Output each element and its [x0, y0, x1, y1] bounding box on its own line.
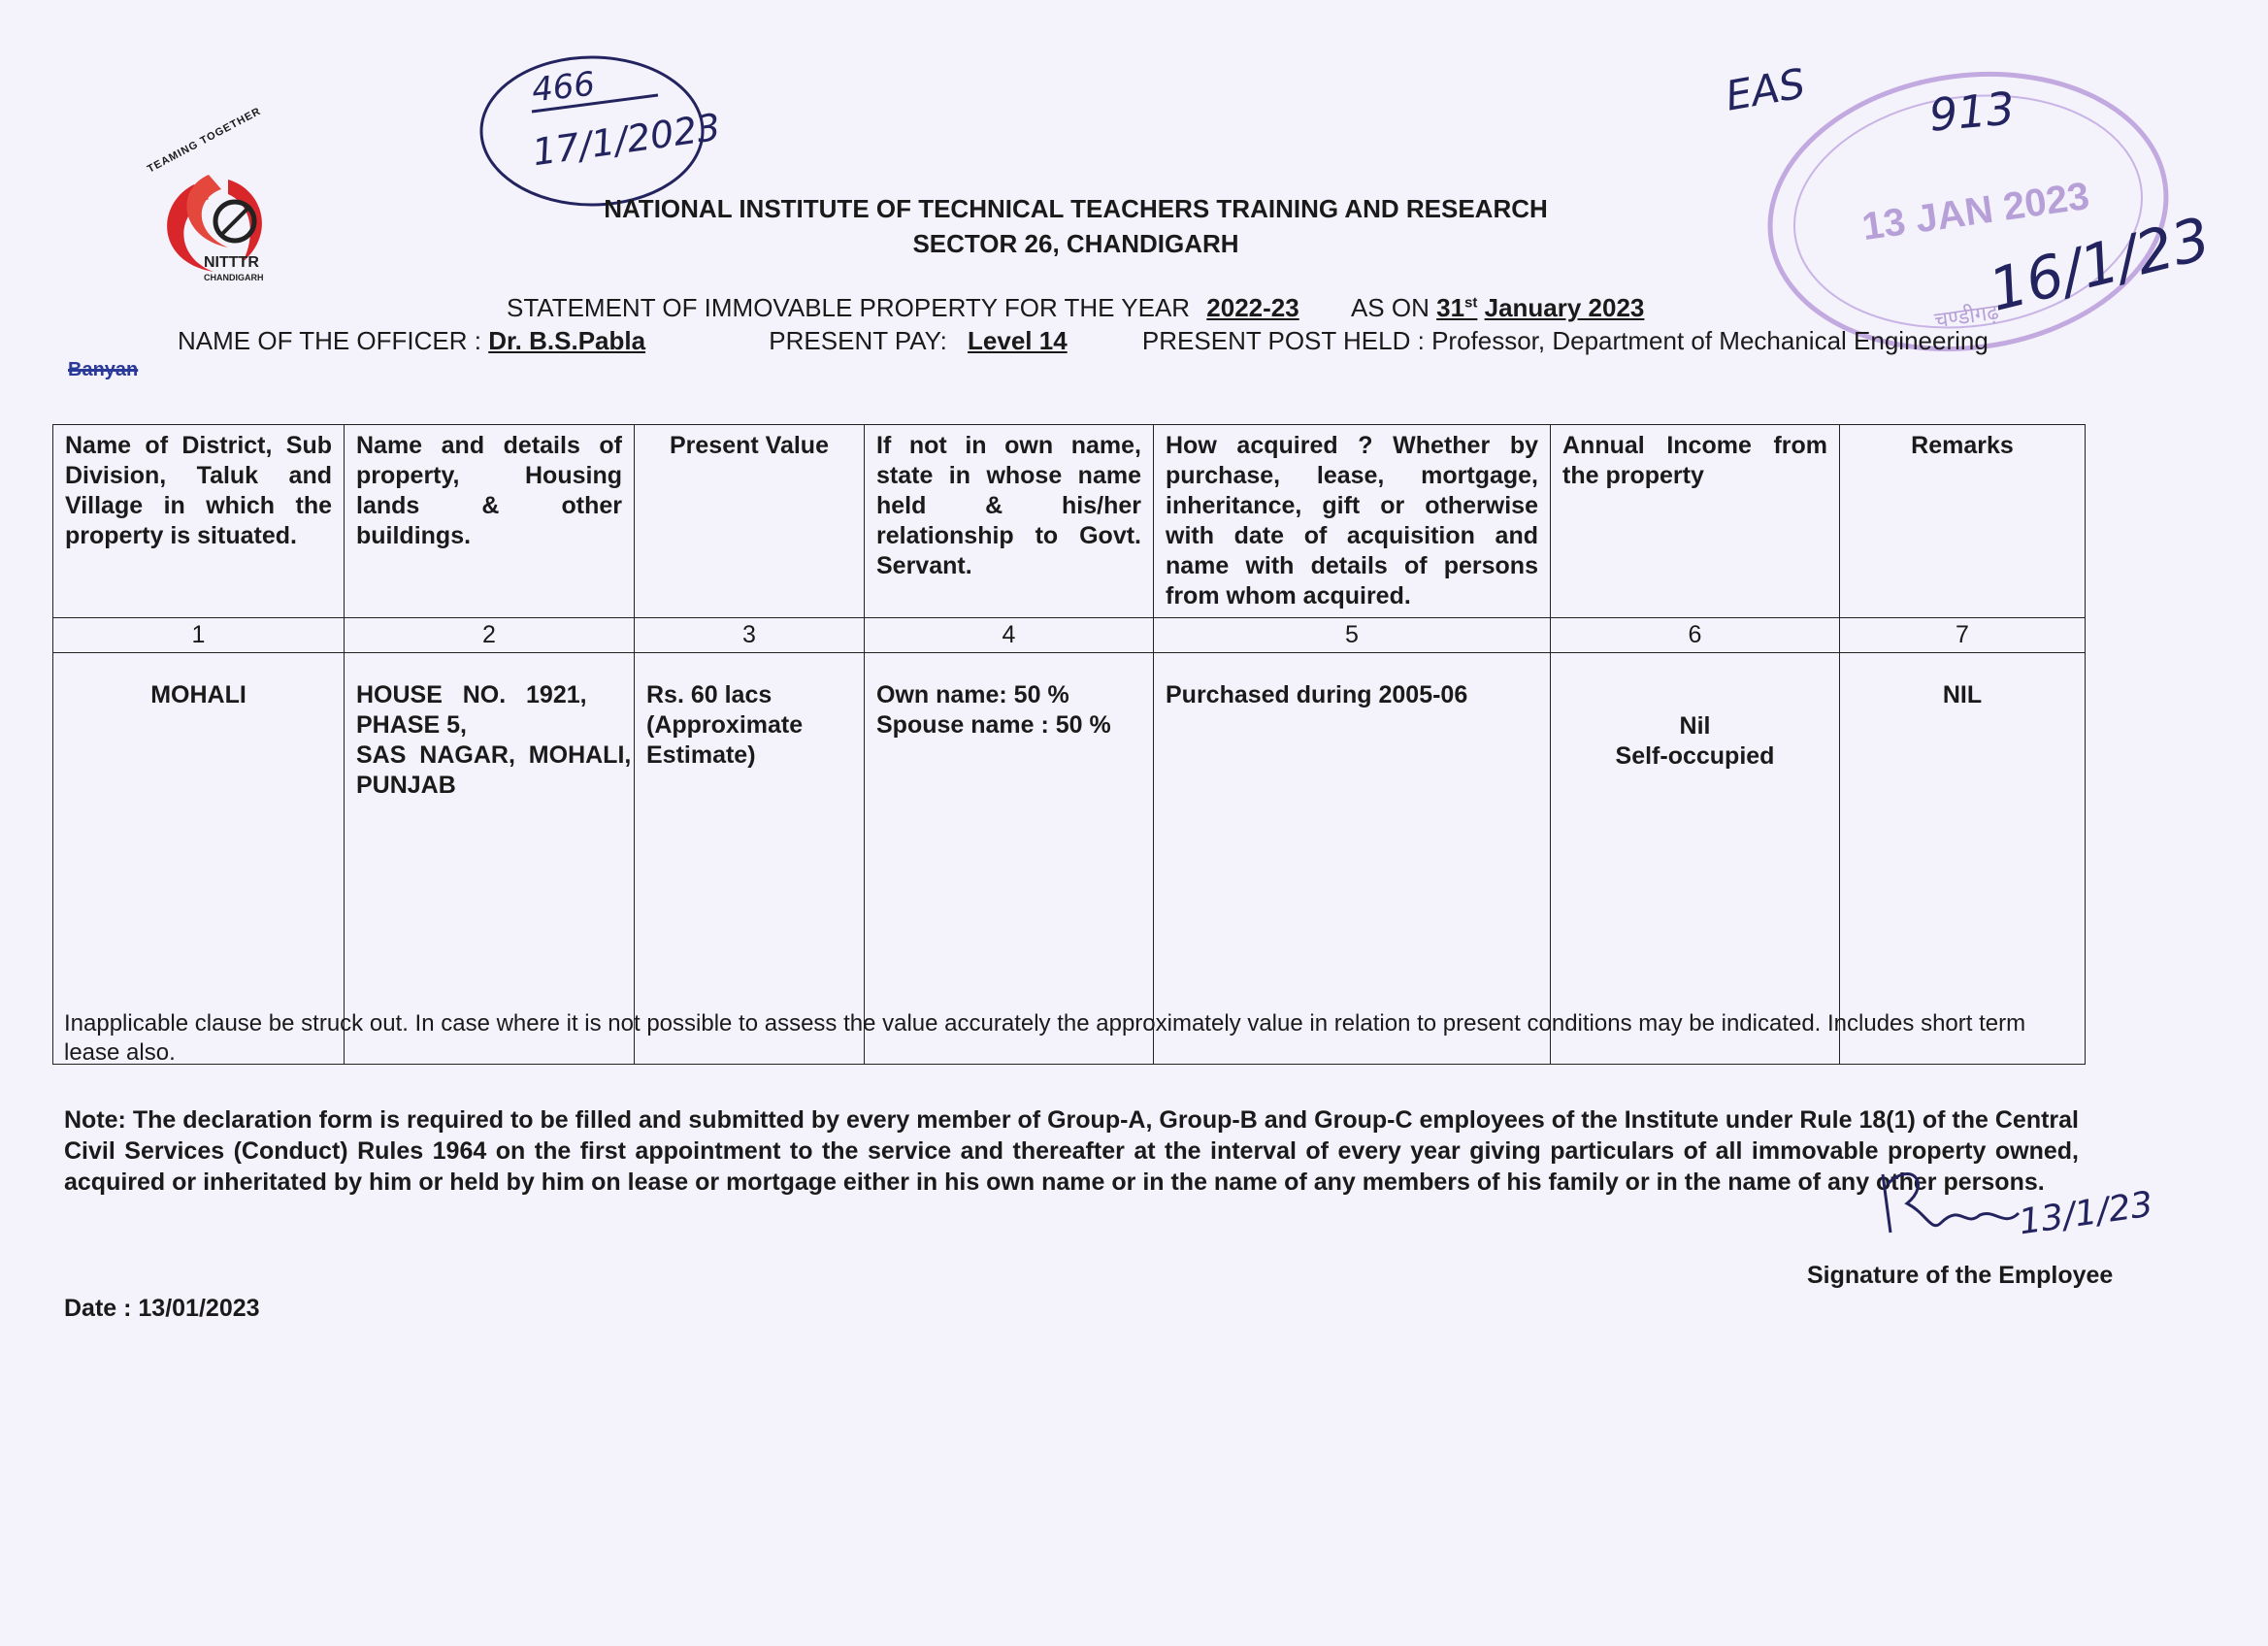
header-property: Name and details of property, Housing lands & other buildings. [345, 425, 635, 618]
header-holder: If not in own name, state in whose name held & his/her relationship to Govt. Servant. [865, 425, 1154, 618]
column-number: 7 [1840, 618, 2086, 653]
logo-arc-text: TEAMING TOGETHER [146, 105, 264, 176]
property-line: PHASE 5, [356, 711, 467, 739]
property-table [52, 424, 2086, 1065]
as-on-day: 31st [1436, 293, 1478, 322]
cell-value [635, 653, 865, 1065]
date-line: Date : 13/01/2023 [64, 1295, 260, 1322]
table-header-row [53, 425, 2086, 618]
property-line: SAS NAGAR, MOHALI, [356, 741, 632, 769]
header-income: Annual Income from the property [1551, 425, 1840, 618]
statement-year: 2022-23 [1206, 293, 1299, 322]
cell-acquired: Purchased during 2005-06 [1154, 653, 1551, 1065]
value-line: Estimate) [646, 741, 756, 769]
value-line: Rs. 60 lacs [646, 681, 772, 708]
logo-name: NITTTR [204, 254, 259, 271]
officer-line [178, 326, 1989, 356]
statement-title: STATEMENT OF IMMOVABLE PROPERTY FOR THE YEAR [507, 293, 1191, 322]
property-line: HOUSE NO. 1921, [356, 681, 587, 708]
table-row [53, 653, 2086, 1065]
header-district: Name of District, Sub Division, Taluk and Village in which the property is situated. [53, 425, 345, 618]
cell-holder [865, 653, 1154, 1065]
header-acquired: How acquired ? Whether by purchase, lease, mortgage, inheritance, gift or otherwise with date of acquisition and name with details of persons from whom acquired. [1154, 425, 1551, 618]
footnote: Inapplicable clause be struck out. In case where it is not possible to assess the value accurately the approximately value in relation to present conditions may be indicated. Includes short term lease also. [64, 1010, 2026, 1066]
diary-number: 466 [530, 64, 597, 111]
statement-line [507, 293, 1644, 323]
institute-name: NATIONAL INSTITUTE OF TECHNICAL TEACHERS TRAINING AND RESEARCH [604, 194, 1548, 223]
pay-value: Level 14 [968, 326, 1068, 355]
officer-name: Dr. B.S.Pabla [488, 326, 646, 355]
holder-line: Spouse name : 50 % [876, 711, 1111, 739]
cell-remarks: NIL [1840, 653, 2086, 1065]
income-line: Nil [1679, 712, 1711, 740]
cell-income [1551, 653, 1840, 1065]
diary-date: 17/1/2023 [529, 105, 723, 175]
column-number: 4 [865, 618, 1154, 653]
struck-out-text: Banyan [68, 359, 139, 380]
as-on-date: January 2023 [1484, 293, 1645, 322]
as-on-label: AS ON [1350, 293, 1430, 322]
column-number: 1 [53, 618, 345, 653]
signature-label: Signature of the Employee [1807, 1262, 2114, 1289]
income-line: Self-occupied [1615, 742, 1775, 770]
stamp-date: 13 JAN 2023 [1859, 174, 2092, 249]
declaration-note: Note: The declaration form is required to be filled and submitted by every member of Group-A, Group-B and Group-C employees of the Institute under Rule 18(1) of the Central Civil Services (Conduct) Rules 1964 on the first appointment to the service and thereafter at the interval of every year giving particulars of all immovable property owned, acquired or inheritated by him or held by him on lease or mortgage either in his own name or in the name of any members of his family or in the name of any other persons. [64, 1106, 2079, 1196]
column-number: 6 [1551, 618, 1840, 653]
post-label: PRESENT POST HELD : [1141, 326, 1425, 355]
receipt-stamp [1722, 47, 2218, 357]
pay-label: PRESENT PAY: [769, 326, 947, 355]
column-number: 3 [635, 618, 865, 653]
table-number-row [53, 618, 2086, 653]
column-number: 5 [1154, 618, 1551, 653]
value-line: (Approximate [646, 711, 804, 739]
cell-property [345, 653, 635, 1065]
handwritten-sign-date: 16/1/23 [1982, 205, 2218, 325]
logo-city: CHANDIGARH [204, 273, 264, 282]
column-number: 2 [345, 618, 635, 653]
holder-line: Own name: 50 % [876, 681, 1069, 708]
institute-address: SECTOR 26, CHANDIGARH [912, 229, 1239, 258]
stamp-city: चण्डीगढ़ [1932, 300, 2001, 334]
stamp-number: 913 [1926, 82, 2017, 142]
signature-date: 13/1/23 [2016, 1184, 2155, 1243]
header-value: Present Value [635, 425, 865, 618]
officer-name-label: NAME OF THE OFFICER : [178, 326, 481, 355]
header-remarks: Remarks [1840, 425, 2086, 618]
property-line: PUNJAB [356, 772, 456, 799]
diary-stamp [474, 39, 723, 212]
handwritten-initials: EAS [1722, 59, 1809, 120]
post-value: Professor, Department of Mechanical Engineering [1431, 326, 1989, 355]
cell-district: MOHALI [53, 653, 345, 1065]
